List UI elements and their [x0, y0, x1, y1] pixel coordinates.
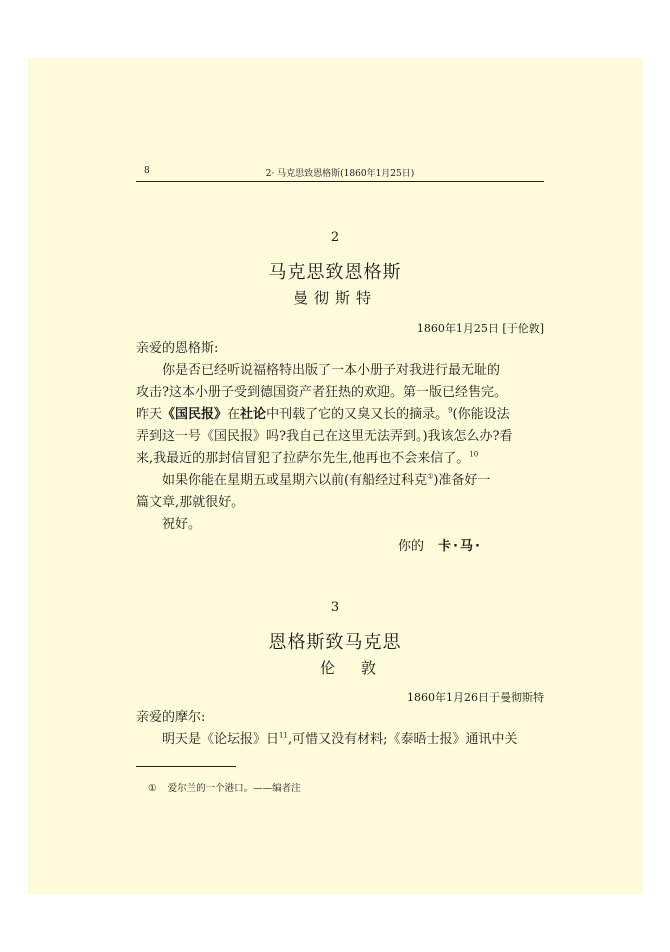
paragraph-line [136, 404, 546, 426]
footnote-text: 爱尔兰的一个港口。——编者注 [167, 783, 301, 794]
salutation: 亲爱的恩格斯: [136, 341, 219, 356]
letter-body [136, 338, 546, 558]
text-run: (你能设法 [452, 407, 510, 422]
letter-date: 1860年1月26日于曼彻斯特 [407, 691, 544, 704]
letter-place: 伦敦 [319, 659, 402, 677]
letter-place: 曼彻斯特 [292, 289, 377, 307]
book-page [28, 58, 642, 894]
paragraph-line: 你是否已经听说福格特出版了一本小册子对我进行最无耻的 [162, 363, 501, 378]
paragraph-line: 攻击?这本小册子受到德国资产者狂热的欢迎。第一版已经售完。 [136, 385, 507, 400]
letter-date: 1860年1月25日 [于伦敦] [416, 322, 544, 335]
bold-text-run: 《国民报》 [162, 407, 228, 422]
paragraph-line [136, 448, 546, 470]
letter-number: 3 [330, 600, 340, 615]
text-run: 昨天 [136, 407, 163, 422]
paragraph-line: 弄到这一号《国民报》吗?我自己在这里无法弄到。)我该怎么办?看 [136, 429, 513, 444]
salutation: 亲爱的摩尔: [136, 710, 206, 725]
note-ref: 10 [469, 450, 479, 459]
running-head [136, 165, 544, 182]
closing: 祝好。 [162, 517, 202, 532]
text-run: 明天是《论坛报》日 [162, 732, 280, 747]
bold-text-run: 社论 [240, 407, 267, 422]
signature-prefix: 你的 [398, 539, 425, 554]
signature-name: 卡·马· [438, 539, 482, 554]
footnote [148, 780, 301, 794]
text-run: 如果你能在星期五或星期六以前(有船经过科克 [162, 473, 428, 488]
letter-title: 恩格斯致马克思 [268, 632, 402, 653]
footnote-divider [136, 766, 236, 767]
signature [136, 536, 546, 558]
footnote-ref: ① [427, 472, 434, 481]
note-ref: 9 [448, 406, 453, 415]
text-run: 来,我最近的那封信冒犯了拉萨尔先生,他再也不会来信了。 [136, 451, 470, 466]
paragraph-line [136, 729, 546, 751]
note-ref: 11 [279, 731, 288, 740]
footnote-marker: ① [148, 783, 157, 794]
letter-body [136, 707, 546, 751]
running-head-title: 2· 马克思致恩格斯(1860年1月25日) [265, 169, 415, 179]
text-run: 在 [227, 407, 241, 422]
text-run: ,可惜又没有材料;《泰晤士报》通讯中关 [287, 732, 518, 747]
text-run: )准备好一 [433, 473, 491, 488]
text-run: 中刊载了它的又臭又长的摘录。 [266, 407, 449, 422]
letter-number: 2 [330, 230, 340, 245]
letter-title: 马克思致恩格斯 [268, 262, 402, 283]
paragraph-line: 篇文章,那就很好。 [136, 495, 245, 510]
page-number: 8 [144, 166, 150, 176]
paragraph-line [136, 470, 546, 492]
